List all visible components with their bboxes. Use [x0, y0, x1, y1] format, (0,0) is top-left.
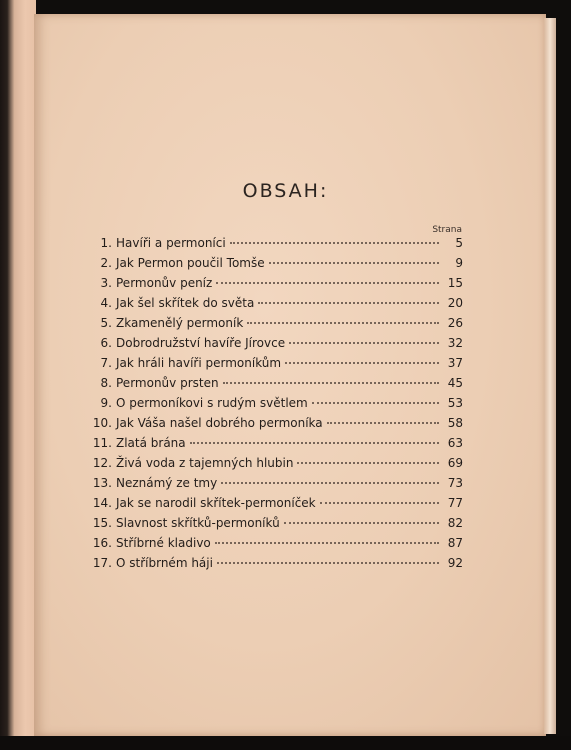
- dot-leader: [289, 342, 439, 344]
- entry-title: Jak hráli havíři permoníkům: [116, 356, 282, 370]
- entry-number: 7.: [100, 356, 112, 370]
- toc-entry: [82, 336, 463, 356]
- dot-leader: [217, 562, 439, 564]
- toc-entry: [82, 356, 463, 376]
- dot-leader: [269, 262, 439, 264]
- column-label-strana: Strana: [432, 225, 462, 235]
- toc-entry: [82, 256, 463, 276]
- dot-leader: [230, 242, 439, 244]
- entry-number: 9.: [100, 396, 112, 410]
- entry-number: 16.: [92, 536, 112, 550]
- entry-title: Stříbrné kladivo: [116, 536, 211, 550]
- entry-page: 32: [447, 336, 463, 350]
- toc-entry: [82, 396, 463, 416]
- toc-entry: [82, 456, 463, 476]
- entry-number: 1.: [100, 236, 112, 250]
- entry-page: 77: [447, 496, 463, 510]
- background-bottom: [0, 736, 571, 750]
- entry-title: Slavnost skřítků-permoníků: [116, 516, 280, 530]
- dot-leader: [221, 482, 439, 484]
- entry-title: Neznámý ze tmy: [116, 476, 218, 490]
- book-spine: [0, 0, 36, 750]
- dot-leader: [312, 402, 439, 404]
- entry-number: 8.: [100, 376, 112, 390]
- entry-page: 82: [447, 516, 463, 530]
- entry-page: 45: [447, 376, 463, 390]
- entry-page: 9: [455, 256, 463, 270]
- entry-number: 6.: [100, 336, 112, 350]
- entry-page: 92: [447, 556, 463, 570]
- entry-page: 20: [447, 296, 463, 310]
- toc-entry: [82, 316, 463, 336]
- entry-number: 11.: [92, 436, 112, 450]
- entry-title: Jak se narodil skřítek-permoníček: [116, 496, 316, 510]
- dot-leader: [216, 282, 439, 284]
- toc-entry: [82, 496, 463, 516]
- entry-title: Jak Váša našel dobrého permoníka: [116, 416, 323, 430]
- dot-leader: [327, 422, 439, 424]
- entry-page: 53: [447, 396, 463, 410]
- entry-title: Permonův peníz: [116, 276, 213, 290]
- dot-leader: [190, 442, 439, 444]
- entry-title: Jak šel skřítek do světa: [116, 296, 255, 310]
- entry-title: Jak Permon poučil Tomše: [116, 256, 265, 270]
- toc-entry: [82, 416, 463, 436]
- toc-entry: [82, 556, 463, 576]
- entry-page: 87: [447, 536, 463, 550]
- entry-title: Permonův prsten: [116, 376, 219, 390]
- toc-entry: [82, 536, 463, 556]
- toc-entry: [82, 236, 463, 256]
- entry-number: 17.: [92, 556, 112, 570]
- entry-number: 3.: [100, 276, 112, 290]
- entry-number: 5.: [100, 316, 112, 330]
- dot-leader: [297, 462, 439, 464]
- entry-page: 73: [447, 476, 463, 490]
- entry-title: Havíři a permoníci: [116, 236, 226, 250]
- page-edge: [544, 18, 556, 734]
- dot-leader: [247, 322, 439, 324]
- dot-leader: [320, 502, 439, 504]
- dot-leader: [215, 542, 439, 544]
- entry-title: O permoníkovi s rudým světlem: [116, 396, 308, 410]
- entry-number: 15.: [92, 516, 112, 530]
- entry-title: Dobrodružství havíře Jírovce: [116, 336, 286, 350]
- entry-page: 5: [455, 236, 463, 250]
- dot-leader: [285, 362, 439, 364]
- toc-entry: [82, 476, 463, 496]
- dot-leader: [284, 522, 439, 524]
- toc-entry: [82, 276, 463, 296]
- entry-page: 26: [447, 316, 463, 330]
- entry-number: 2.: [100, 256, 112, 270]
- entry-number: 4.: [100, 296, 112, 310]
- entry-number: 14.: [92, 496, 112, 510]
- dot-leader: [223, 382, 439, 384]
- entry-number: 10.: [92, 416, 112, 430]
- dot-leader: [258, 302, 439, 304]
- entry-title: Živá voda z tajemných hlubin: [116, 456, 294, 470]
- entry-title: Zkamenělý permoník: [116, 316, 244, 330]
- entry-title: Zlatá brána: [116, 436, 186, 450]
- entry-page: 58: [447, 416, 463, 430]
- entry-page: 69: [447, 456, 463, 470]
- entry-title: O stříbrném háji: [116, 556, 213, 570]
- toc-entry: [82, 516, 463, 536]
- entry-number: 13.: [92, 476, 112, 490]
- entry-page: 63: [447, 436, 463, 450]
- toc-entry: [82, 436, 463, 456]
- page-title: OBSAH:: [242, 180, 329, 202]
- toc-entry: [82, 376, 463, 396]
- toc-entry: [82, 296, 463, 316]
- entry-page: 37: [447, 356, 463, 370]
- entry-number: 12.: [92, 456, 112, 470]
- entry-page: 15: [447, 276, 463, 290]
